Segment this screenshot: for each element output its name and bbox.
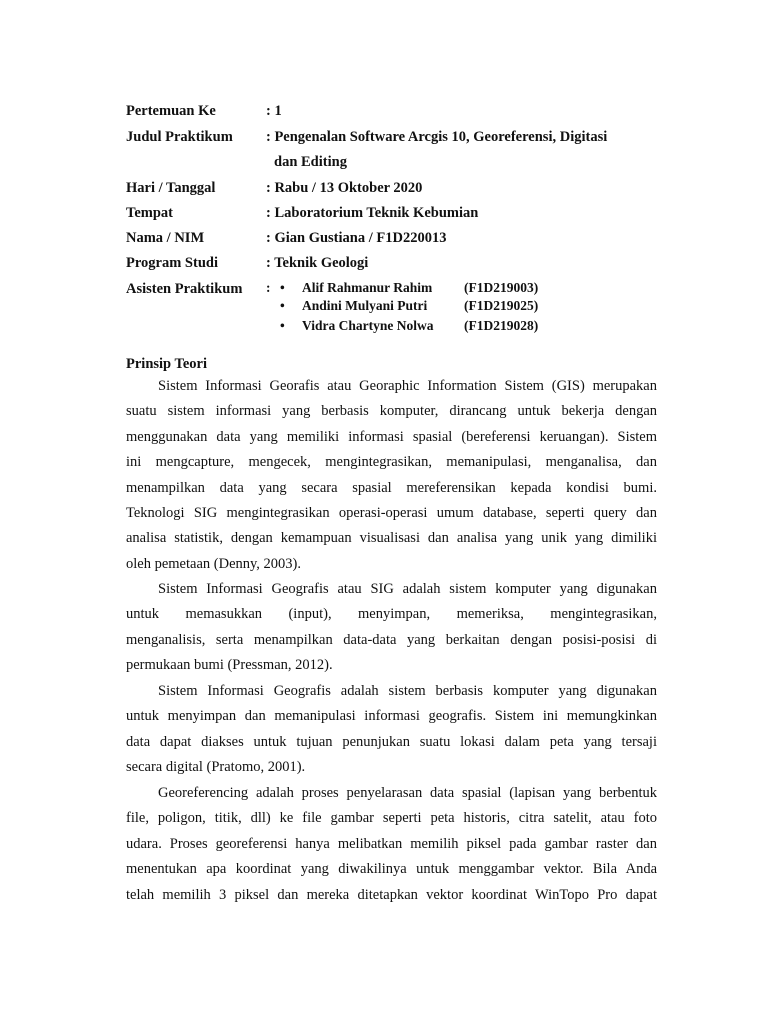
paragraph-line: file, poligon, titik, dll) ke file gambar seperti peta historis, citra satelit, atau foto (126, 810, 657, 827)
paragraph-line: secara digital (Pratomo, 2001). (126, 759, 306, 776)
paragraph-line: menggunakan data yang memiliki informasi spasial (bereferensi keruangan). Sistem (126, 428, 657, 445)
header-label: Program Studi (126, 255, 218, 271)
paragraph-line: oleh pemetaan (Denny, 2003). (126, 555, 302, 572)
header-label: Nama / NIM (126, 230, 205, 246)
header-value: : Pengenalan Software Arcgis 10, Georeferensi, Digitasi (266, 129, 608, 145)
assistant-nim: (F1D219003) (464, 280, 539, 295)
paragraph-line: menampilkan data yang secara spasial mereferensikan kepada kondisi bumi. (126, 479, 657, 496)
header-label: Hari / Tanggal (126, 180, 216, 196)
bullet-icon: • (280, 298, 285, 313)
paragraph-line: Teknologi SIG mengintegrasikan operasi-operasi umum database, seperti query dan (126, 504, 657, 521)
paragraph-line: Georeferencing adalah proses penyelarasan data spasial (lapisan yang berbentuk (158, 785, 657, 801)
paragraph-line: menentukan apa koordinat yang diwakilinya untuk menggambar vektor. Bila Anda (126, 861, 657, 878)
bullet-icon: • (280, 318, 285, 333)
paragraph (126, 679, 657, 781)
paragraph-line: menganalisis, serta menampilkan data-data yang berkaitan dengan posisi-posisi di (126, 631, 657, 648)
header-value: : Teknik Geologi (266, 255, 369, 271)
section-title: Prinsip Teori (126, 356, 207, 372)
header-value: : Gian Gustiana / F1D220013 (266, 230, 447, 246)
paragraph-line: suatu sistem informasi yang berbasis komputer, dirancang untuk bekerja dengan (126, 403, 657, 420)
paragraph-line: permukaan bumi (Pressman, 2012). (126, 657, 333, 674)
header-label: Asisten Praktikum (126, 281, 243, 297)
bullet-icon: • (280, 280, 285, 295)
assistant-nim: (F1D219028) (464, 318, 539, 333)
paragraph-line: Sistem Informasi Geografis atau SIG adalah sistem komputer yang digunakan (158, 581, 657, 597)
paragraph-line: untuk memasukkan (input), menyimpan, memeriksa, mengintegrasikan, (126, 606, 657, 623)
header-label: Pertemuan Ke (126, 103, 216, 119)
header-value: : Rabu / 13 Oktober 2020 (266, 180, 423, 196)
paragraph (126, 577, 657, 679)
header-label: Tempat (126, 205, 173, 221)
paragraph-line: telah memilih 3 piksel dan mereka ditetapkan vektor koordinat WinTopo Pro dapat (126, 886, 657, 903)
paragraph-line: untuk menyimpan dan memanipulasi informasi geografis. Sistem ini memungkinkan (126, 708, 657, 725)
header-value: : Laboratorium Teknik Kebumian (266, 205, 479, 221)
header-label: Judul Praktikum (126, 129, 233, 145)
assistant-name: Alif Rahmanur Rahim (302, 280, 433, 295)
assistant-nim: (F1D219025) (464, 298, 539, 313)
paragraph-line: data dapat diakses untuk tujuan penunjukan suatu lokasi dalam peta yang tersaji (126, 733, 657, 750)
header-title-continuation: dan Editing (274, 154, 347, 170)
assistant-name: Andini Mulyani Putri (302, 298, 428, 313)
paragraph-line: udara. Proses georeferensi hanya melibatkan memilih piksel pada gambar raster dan (126, 835, 657, 852)
assistant-name: Vidra Chartyne Nolwa (302, 318, 434, 333)
paragraph-line: Sistem Informasi Geografis adalah sistem berbasis komputer yang digunakan (158, 683, 657, 699)
paragraph-line: ini mengcapture, mengecek, mengintegrasikan, memanipulasi, menganalisa, dan (126, 454, 657, 471)
paragraph-line: Sistem Informasi Georafis atau Georaphic Information Sistem (GIS) merupakan (158, 378, 657, 394)
paragraph (126, 781, 657, 908)
header-value: : 1 (266, 103, 282, 119)
colon-mark: : (266, 280, 271, 295)
paragraph-line: analisa statistik, dengan kemampuan visualisasi dan analisa yang unik yang dimiliki (126, 530, 657, 547)
paragraph (126, 374, 657, 577)
